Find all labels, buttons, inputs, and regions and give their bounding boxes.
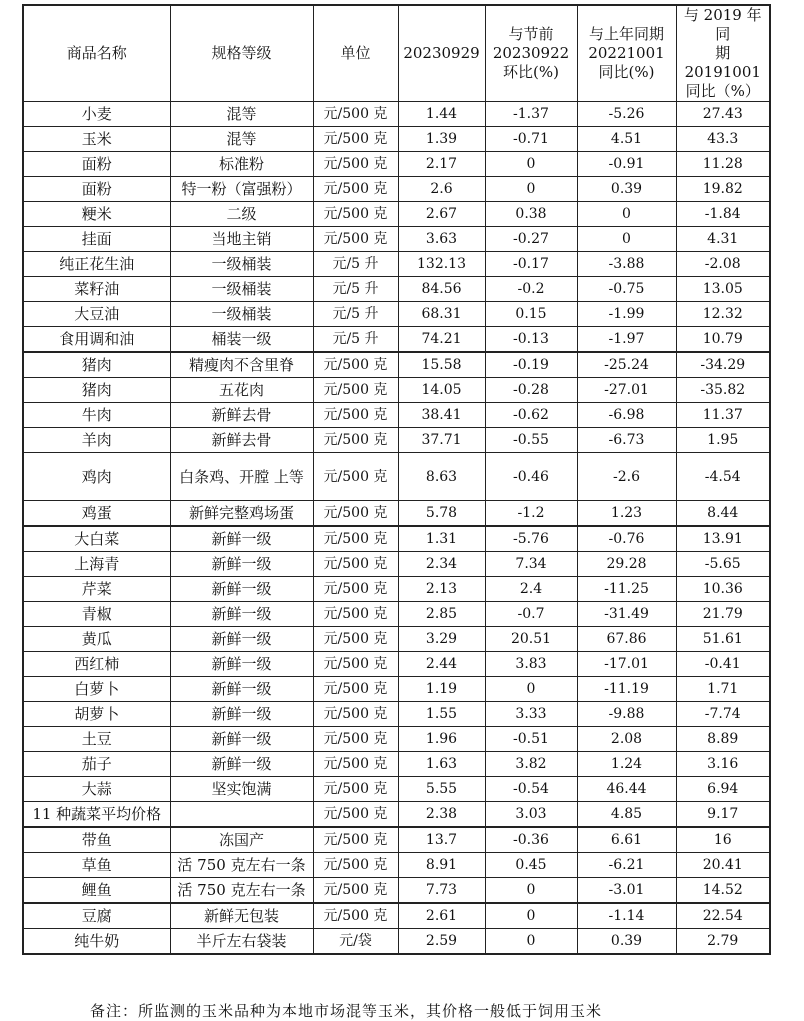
year-change-cell: -2.6 [577, 453, 676, 501]
vs2019-change-cell: 13.05 [676, 277, 770, 302]
table-row [23, 352, 770, 378]
unit-cell: 元/袋 [313, 929, 398, 955]
year-change-cell: 1.24 [577, 752, 676, 777]
table-row [23, 878, 770, 904]
table-row [23, 252, 770, 277]
week-change-cell: -0.27 [485, 227, 577, 252]
price-cell: 68.31 [398, 302, 485, 327]
unit-cell: 元/500 克 [313, 227, 398, 252]
unit-cell: 元/500 克 [313, 127, 398, 152]
spec-cell: 一级桶装 [170, 277, 313, 302]
week-change-cell: -0.55 [485, 428, 577, 453]
vs2019-change-cell: 11.28 [676, 152, 770, 177]
table-row [23, 202, 770, 227]
price-cell: 132.13 [398, 252, 485, 277]
year-change-cell: 0.39 [577, 929, 676, 955]
year-change-cell: -27.01 [577, 378, 676, 403]
week-change-cell: -0.46 [485, 453, 577, 501]
unit-cell: 元/500 克 [313, 677, 398, 702]
footnote: 备注：所监测的玉米品种为本地市场混等玉米，其价格一般低于饲用玉米 [90, 1002, 603, 1020]
vs2019-change-cell: 2.79 [676, 929, 770, 955]
spec-cell: 一级桶装 [170, 252, 313, 277]
spec-cell: 新鲜一级 [170, 727, 313, 752]
unit-cell: 元/500 克 [313, 878, 398, 904]
vs2019-change-cell: 6.94 [676, 777, 770, 802]
week-change-cell: 7.34 [485, 552, 577, 577]
spec-cell: 当地主销 [170, 227, 313, 252]
table-body [23, 102, 770, 955]
year-change-cell: -25.24 [577, 352, 676, 378]
product-name-cell: 白萝卜 [23, 677, 170, 702]
product-name-cell: 黄瓜 [23, 627, 170, 652]
unit-cell: 元/500 克 [313, 802, 398, 828]
vs2019-change-cell: 21.79 [676, 602, 770, 627]
table-row [23, 227, 770, 252]
spec-cell: 新鲜一级 [170, 752, 313, 777]
year-change-cell: 4.51 [577, 127, 676, 152]
header-spec-grade: 规格等级 [170, 5, 313, 102]
vs2019-change-cell: 20.41 [676, 853, 770, 878]
product-name-cell: 菜籽油 [23, 277, 170, 302]
table-row [23, 777, 770, 802]
spec-cell: 新鲜一级 [170, 627, 313, 652]
product-name-cell: 纯正花生油 [23, 252, 170, 277]
year-change-cell: -6.98 [577, 403, 676, 428]
year-change-cell: 6.61 [577, 827, 676, 853]
week-change-cell: 3.03 [485, 802, 577, 828]
week-change-cell: 0 [485, 152, 577, 177]
price-cell: 1.55 [398, 702, 485, 727]
unit-cell: 元/500 克 [313, 727, 398, 752]
vs2019-change-cell: 13.91 [676, 526, 770, 552]
spec-cell: 新鲜一级 [170, 552, 313, 577]
vs2019-change-cell: 1.95 [676, 428, 770, 453]
product-name-cell: 鸡蛋 [23, 501, 170, 527]
product-name-cell: 草鱼 [23, 853, 170, 878]
spec-cell: 冻国产 [170, 827, 313, 853]
week-change-cell: 0.45 [485, 853, 577, 878]
week-change-cell: -0.71 [485, 127, 577, 152]
year-change-cell: -0.76 [577, 526, 676, 552]
vs2019-change-cell: 3.16 [676, 752, 770, 777]
price-cell: 3.29 [398, 627, 485, 652]
spec-cell: 活 750 克左右一条 [170, 853, 313, 878]
product-name-cell: 面粉 [23, 177, 170, 202]
spec-cell: 新鲜一级 [170, 577, 313, 602]
year-change-cell: 29.28 [577, 552, 676, 577]
table-row [23, 277, 770, 302]
price-cell: 8.91 [398, 853, 485, 878]
spec-cell: 二级 [170, 202, 313, 227]
unit-cell: 元/5 升 [313, 327, 398, 353]
unit-cell: 元/500 克 [313, 352, 398, 378]
vs2019-change-cell: 8.89 [676, 727, 770, 752]
spec-cell: 新鲜一级 [170, 702, 313, 727]
price-cell: 2.6 [398, 177, 485, 202]
price-cell: 1.63 [398, 752, 485, 777]
table-row [23, 327, 770, 353]
table-row [23, 302, 770, 327]
unit-cell: 元/500 克 [313, 903, 398, 929]
table-row [23, 152, 770, 177]
table-row [23, 727, 770, 752]
week-change-cell: -0.51 [485, 727, 577, 752]
spec-cell: 特一粉（富强粉） [170, 177, 313, 202]
price-cell: 1.19 [398, 677, 485, 702]
price-cell: 2.59 [398, 929, 485, 955]
product-name-cell: 茄子 [23, 752, 170, 777]
unit-cell: 元/500 克 [313, 627, 398, 652]
year-change-cell: 46.44 [577, 777, 676, 802]
product-name-cell: 芹菜 [23, 577, 170, 602]
price-cell: 3.63 [398, 227, 485, 252]
year-change-cell: -9.88 [577, 702, 676, 727]
spec-cell: 新鲜一级 [170, 652, 313, 677]
year-change-cell: 67.86 [577, 627, 676, 652]
table-row [23, 652, 770, 677]
week-change-cell: 3.83 [485, 652, 577, 677]
vs2019-change-cell: -35.82 [676, 378, 770, 403]
vs2019-change-cell: 14.52 [676, 878, 770, 904]
week-change-cell: 3.33 [485, 702, 577, 727]
product-name-cell: 11 种蔬菜平均价格 [23, 802, 170, 828]
year-change-cell: -6.21 [577, 853, 676, 878]
table-row [23, 127, 770, 152]
unit-cell: 元/5 升 [313, 277, 398, 302]
table-row [23, 453, 770, 501]
unit-cell: 元/500 克 [313, 552, 398, 577]
price-cell: 2.61 [398, 903, 485, 929]
price-cell: 74.21 [398, 327, 485, 353]
year-change-cell: 0 [577, 202, 676, 227]
year-change-cell: 4.85 [577, 802, 676, 828]
year-change-cell: -3.88 [577, 252, 676, 277]
product-name-cell: 纯牛奶 [23, 929, 170, 955]
price-cell: 1.39 [398, 127, 485, 152]
table-row [23, 602, 770, 627]
product-name-cell: 上海青 [23, 552, 170, 577]
spec-cell: 桶装一级 [170, 327, 313, 353]
year-change-cell: -31.49 [577, 602, 676, 627]
unit-cell: 元/500 克 [313, 652, 398, 677]
year-change-cell: -1.99 [577, 302, 676, 327]
spec-cell [170, 802, 313, 828]
unit-cell: 元/500 克 [313, 577, 398, 602]
product-name-cell: 鲤鱼 [23, 878, 170, 904]
product-name-cell: 面粉 [23, 152, 170, 177]
price-cell: 14.05 [398, 378, 485, 403]
unit-cell: 元/500 克 [313, 827, 398, 853]
price-cell: 5.55 [398, 777, 485, 802]
price-cell: 5.78 [398, 501, 485, 527]
week-change-cell: -1.2 [485, 501, 577, 527]
table-row [23, 929, 770, 955]
product-name-cell: 粳米 [23, 202, 170, 227]
week-change-cell: 20.51 [485, 627, 577, 652]
table-row [23, 428, 770, 453]
vs2019-change-cell: 9.17 [676, 802, 770, 828]
price-cell: 2.17 [398, 152, 485, 177]
spec-cell: 混等 [170, 102, 313, 127]
unit-cell: 元/500 克 [313, 152, 398, 177]
spec-cell: 标准粉 [170, 152, 313, 177]
vs2019-change-cell: 12.32 [676, 302, 770, 327]
vs2019-change-cell: 51.61 [676, 627, 770, 652]
vs2019-change-cell: -7.74 [676, 702, 770, 727]
week-change-cell: 0.15 [485, 302, 577, 327]
header-unit: 单位 [313, 5, 398, 102]
week-change-cell: -0.13 [485, 327, 577, 353]
product-name-cell: 豆腐 [23, 903, 170, 929]
spec-cell: 半斤左右袋装 [170, 929, 313, 955]
year-change-cell: -1.14 [577, 903, 676, 929]
unit-cell: 元/500 克 [313, 403, 398, 428]
spec-cell: 新鲜一级 [170, 526, 313, 552]
price-cell: 38.41 [398, 403, 485, 428]
product-name-cell: 大白菜 [23, 526, 170, 552]
table-row [23, 702, 770, 727]
vs2019-change-cell: -34.29 [676, 352, 770, 378]
year-change-cell: -0.91 [577, 152, 676, 177]
price-cell: 1.31 [398, 526, 485, 552]
header-year-change: 与上年同期 20221001 同比(%) [577, 5, 676, 102]
year-change-cell: -11.25 [577, 577, 676, 602]
table-row [23, 501, 770, 527]
header-price-date: 20230929 [398, 5, 485, 102]
price-cell: 15.58 [398, 352, 485, 378]
vs2019-change-cell: 4.31 [676, 227, 770, 252]
week-change-cell: -0.28 [485, 378, 577, 403]
week-change-cell: 3.82 [485, 752, 577, 777]
year-change-cell: -5.26 [577, 102, 676, 127]
product-name-cell: 大蒜 [23, 777, 170, 802]
vs2019-change-cell: -0.41 [676, 652, 770, 677]
unit-cell: 元/500 克 [313, 177, 398, 202]
product-name-cell: 鸡肉 [23, 453, 170, 501]
spec-cell: 新鲜去骨 [170, 428, 313, 453]
vs2019-change-cell: 27.43 [676, 102, 770, 127]
table-row [23, 627, 770, 652]
product-name-cell: 带鱼 [23, 827, 170, 853]
table-row [23, 802, 770, 828]
vs2019-change-cell: -4.54 [676, 453, 770, 501]
unit-cell: 元/500 克 [313, 777, 398, 802]
table-row [23, 552, 770, 577]
vs2019-change-cell: 43.3 [676, 127, 770, 152]
week-change-cell: -1.37 [485, 102, 577, 127]
table-row [23, 677, 770, 702]
vs2019-change-cell: 10.36 [676, 577, 770, 602]
unit-cell: 元/500 克 [313, 378, 398, 403]
product-name-cell: 青椒 [23, 602, 170, 627]
product-name-cell: 大豆油 [23, 302, 170, 327]
vs2019-change-cell: 19.82 [676, 177, 770, 202]
week-change-cell: 2.4 [485, 577, 577, 602]
week-change-cell: -5.76 [485, 526, 577, 552]
unit-cell: 元/500 克 [313, 102, 398, 127]
year-change-cell: -6.73 [577, 428, 676, 453]
product-name-cell: 胡萝卜 [23, 702, 170, 727]
table-row [23, 177, 770, 202]
year-change-cell: -0.75 [577, 277, 676, 302]
week-change-cell: 0 [485, 177, 577, 202]
spec-cell: 混等 [170, 127, 313, 152]
price-cell: 84.56 [398, 277, 485, 302]
product-name-cell: 挂面 [23, 227, 170, 252]
price-cell: 2.34 [398, 552, 485, 577]
table-row [23, 827, 770, 853]
price-cell: 2.38 [398, 802, 485, 828]
price-cell: 1.44 [398, 102, 485, 127]
product-name-cell: 土豆 [23, 727, 170, 752]
week-change-cell: -0.54 [485, 777, 577, 802]
year-change-cell: 2.08 [577, 727, 676, 752]
vs2019-change-cell: 11.37 [676, 403, 770, 428]
unit-cell: 元/500 克 [313, 526, 398, 552]
unit-cell: 元/500 克 [313, 702, 398, 727]
table-row [23, 526, 770, 552]
week-change-cell: -0.19 [485, 352, 577, 378]
price-cell: 1.96 [398, 727, 485, 752]
unit-cell: 元/500 克 [313, 202, 398, 227]
year-change-cell: 0 [577, 227, 676, 252]
week-change-cell: -0.36 [485, 827, 577, 853]
header-row [23, 5, 770, 102]
product-name-cell: 羊肉 [23, 428, 170, 453]
week-change-cell: 0 [485, 677, 577, 702]
vs2019-change-cell: 16 [676, 827, 770, 853]
week-change-cell: -0.2 [485, 277, 577, 302]
product-name-cell: 食用调和油 [23, 327, 170, 353]
week-change-cell: 0 [485, 903, 577, 929]
price-cell: 2.44 [398, 652, 485, 677]
price-cell: 8.63 [398, 453, 485, 501]
spec-cell: 新鲜去骨 [170, 403, 313, 428]
spec-cell: 新鲜完整鸡场蛋 [170, 501, 313, 527]
table-row [23, 903, 770, 929]
product-name-cell: 牛肉 [23, 403, 170, 428]
price-table [22, 4, 771, 955]
table-row [23, 403, 770, 428]
vs2019-change-cell: -2.08 [676, 252, 770, 277]
price-cell: 2.67 [398, 202, 485, 227]
header-product-name: 商品名称 [23, 5, 170, 102]
unit-cell: 元/5 升 [313, 302, 398, 327]
spec-cell: 白条鸡、开膛 上等 [170, 453, 313, 501]
year-change-cell: -11.19 [577, 677, 676, 702]
vs2019-change-cell: -1.84 [676, 202, 770, 227]
spec-cell: 一级桶装 [170, 302, 313, 327]
week-change-cell: -0.62 [485, 403, 577, 428]
year-change-cell: -17.01 [577, 652, 676, 677]
price-cell: 37.71 [398, 428, 485, 453]
year-change-cell: -1.97 [577, 327, 676, 353]
vs2019-change-cell: -5.65 [676, 552, 770, 577]
product-name-cell: 猪肉 [23, 352, 170, 378]
header-2019-change: 与 2019 年同 期 20191001 同比（%） [676, 5, 770, 102]
unit-cell: 元/5 升 [313, 252, 398, 277]
year-change-cell: -3.01 [577, 878, 676, 904]
unit-cell: 元/500 克 [313, 602, 398, 627]
vs2019-change-cell: 1.71 [676, 677, 770, 702]
table-row [23, 752, 770, 777]
week-change-cell: -0.17 [485, 252, 577, 277]
year-change-cell: 1.23 [577, 501, 676, 527]
product-name-cell: 西红柿 [23, 652, 170, 677]
table-row [23, 577, 770, 602]
unit-cell: 元/500 克 [313, 428, 398, 453]
spec-cell: 新鲜一级 [170, 602, 313, 627]
spec-cell: 新鲜一级 [170, 677, 313, 702]
spec-cell: 活 750 克左右一条 [170, 878, 313, 904]
table-row [23, 853, 770, 878]
week-change-cell: 0.38 [485, 202, 577, 227]
price-cell: 2.85 [398, 602, 485, 627]
week-change-cell: -0.7 [485, 602, 577, 627]
year-change-cell: 0.39 [577, 177, 676, 202]
vs2019-change-cell: 8.44 [676, 501, 770, 527]
spec-cell: 坚实饱满 [170, 777, 313, 802]
price-cell: 13.7 [398, 827, 485, 853]
unit-cell: 元/500 克 [313, 752, 398, 777]
vs2019-change-cell: 22.54 [676, 903, 770, 929]
unit-cell: 元/500 克 [313, 453, 398, 501]
price-cell: 2.13 [398, 577, 485, 602]
table-row [23, 378, 770, 403]
vs2019-change-cell: 10.79 [676, 327, 770, 353]
unit-cell: 元/500 克 [313, 853, 398, 878]
week-change-cell: 0 [485, 878, 577, 904]
product-name-cell: 猪肉 [23, 378, 170, 403]
price-cell: 7.73 [398, 878, 485, 904]
header-week-change: 与节前 20230922 环比(%) [485, 5, 577, 102]
spec-cell: 五花肉 [170, 378, 313, 403]
spec-cell: 新鲜无包装 [170, 903, 313, 929]
week-change-cell: 0 [485, 929, 577, 955]
unit-cell: 元/500 克 [313, 501, 398, 527]
product-name-cell: 玉米 [23, 127, 170, 152]
spec-cell: 精瘦肉不含里脊 [170, 352, 313, 378]
table-row [23, 102, 770, 127]
product-name-cell: 小麦 [23, 102, 170, 127]
